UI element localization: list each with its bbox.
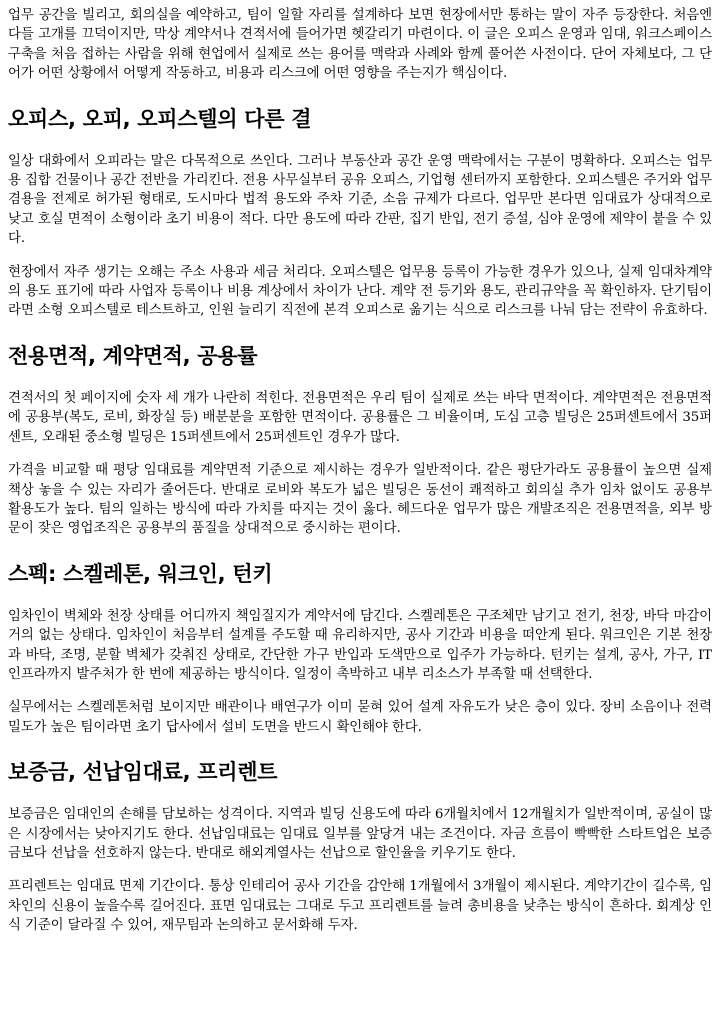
section-paragraph: 프리렌트는 임대료 면제 기간이다. 통상 인테리어 공사 기간을 감안해 1개월에서 3개월이 제시된다. 계약기간이 길수록, 임차인의 신용이 높을수록 길어진다. 표면 임대료는 그대로 두고 프리렌트를 늘려 총비용을 낮추는 방식이 흔하다. 회계상 인식 기준이 달라질 수 있어, 재무팀과 논의하고 문서화해 두자. bbox=[8, 879, 712, 934]
section-office-types bbox=[8, 106, 712, 321]
section-heading: 전용면적, 계약면적, 공용률 bbox=[8, 343, 258, 368]
section-paragraph: 현장에서 자주 생기는 오해는 주소 사용과 세금 처리다. 오피스텔은 업무용 등록이 가능한 경우가 있으나, 실제 임대차계약의 용도 표기에 따라 사업자 등록이나 비용 계상에서 차이가 난다. 계약 전 등기와 용도, 관리규약을 꼭 확인하자. 단기팀이라면 소형 오피스텔로 테스트하고, 인원 늘리기 직전에 본격 오피스로 옮기는 식으로 리스크를 나눠 담는 전략이 유효하다. bbox=[8, 264, 712, 319]
section-paragraph: 가격을 비교할 때 평당 임대료를 계약면적 기준으로 제시하는 경우가 일반적이다. 같은 평단가라도 공용률이 높으면 실제 책상 놓을 수 있는 자리가 줄어든다. 반대로 로비와 복도가 넓은 빌딩은 동선이 쾌적하고 회의실 추가 임차 없이도 공용부 활용도가 높다. 팀의 일하는 방식에 따라 가치를 따지는 것이 옳다. 헤드다운 업무가 많은 개발조직은 전용면적을, 외부 방문이 잦은 영업조직은 공용부의 품질을 상대적으로 중시하는 편이다. bbox=[8, 463, 712, 537]
section-spec-terms bbox=[8, 561, 712, 737]
section-paragraph: 실무에서는 스켈레톤처럼 보이지만 배관이나 배연구가 이미 묻혀 있어 설계 자유도가 낮은 층이 있다. 장비 소음이나 전력 밀도가 높은 팀이라면 초기 답사에서 설비 도면을 반드시 확인해야 한다. bbox=[8, 700, 712, 735]
section-paragraph: 견적서의 첫 페이지에 숫자 세 개가 나란히 적힌다. 전용면적은 우리 팀이 실제로 쓰는 바닥 면적이다. 계약면적은 전용면적에 공용부(복도, 로비, 화장실 등) 배분분을 포함한 면적이다. 공용률은 그 비율이며, 도심 고층 빌딩은 25퍼센트에서 35퍼센트, 오래된 중소형 빌딩은 15퍼센트에서 25퍼센트인 경우가 많다. bbox=[8, 390, 712, 445]
section-paragraph: 일상 대화에서 오피라는 말은 다목적으로 쓰인다. 그러나 부동산과 공간 운영 맥락에서는 구분이 명확하다. 오피스는 업무용 집합 건물이나 공간 전반을 가리킨다. 전용 사무실부터 공유 오피스, 기업형 센터까지 포함한다. 오피스텔은 주거와 업무 겸용을 전제로 허가된 형태로, 도시마다 법적 용도와 주차 기준, 소음 규제가 다르다. 업무만 본다면 임대료가 상대적으로 낮고 호실 면적이 소형이라 초기 비용이 적다. 다만 용도에 따라 간판, 집기 반입, 전기 증설, 심야 운영에 제약이 붙을 수 있다. bbox=[8, 153, 712, 247]
intro-paragraph: 업무 공간을 빌리고, 회의실을 예약하고, 팀이 일할 자리를 설계하다 보면 현장에서만 통하는 말이 자주 등장한다. 처음엔 다들 고개를 끄덕이지만, 막상 계약서나 견적서에 들어가면 헷갈리기 마련이다. 이 글은 오피스 운영과 임대, 워크스페이스 구축을 처음 접하는 사람을 위해 현업에서 실제로 쓰는 용어를 맥락과 사례와 함께 풀어쓴 사전이다. 단어 자체보다, 그 단어가 어떤 상황에서 어떻게 작동하고, 비용과 리스크에 어떤 영향을 주는지가 핵심이다. bbox=[8, 8, 712, 82]
section-deposit-terms bbox=[8, 759, 712, 935]
section-area-terms bbox=[8, 343, 712, 539]
section-paragraph: 임차인이 벽체와 천장 상태를 어디까지 책임질지가 계약서에 담긴다. 스켈레톤은 구조체만 남기고 전기, 천장, 바닥 마감이 거의 없는 상태다. 임차인이 처음부터 설계를 주도할 때 유리하지만, 공사 기간과 비용을 떠안게 된다. 워크인은 기본 천장과 바닥, 조명, 분할 벽체가 갖춰진 상태로, 간단한 가구 반입과 도색만으로 입주가 가능하다. 턴키는 설계, 공사, 가구, IT 인프라까지 발주처가 한 번에 제공하는 방식이다. 일정이 촉박하고 내부 리소스가 부족할 때 선택한다. bbox=[8, 608, 712, 682]
section-heading: 오피스, 오피, 오피스텔의 다른 결 bbox=[8, 106, 312, 131]
section-heading: 보증금, 선납임대료, 프리렌트 bbox=[8, 760, 278, 785]
section-paragraph: 보증금은 임대인의 손해를 담보하는 성격이다. 지역과 빌딩 신용도에 따라 6개월치에서 12개월치가 일반적이며, 공실이 많은 시장에서는 낮아지기도 한다. 선납임대료는 임대료 일부를 앞당겨 내는 조건이다. 자금 흐름이 빡빡한 스타트업은 보증금보다 선납을 선호하지 않는다. 반대로 해외계열사는 선납으로 할인율을 키우기도 한다. bbox=[8, 807, 712, 861]
section-heading: 스펙: 스켈레톤, 워크인, 턴키 bbox=[8, 561, 273, 586]
